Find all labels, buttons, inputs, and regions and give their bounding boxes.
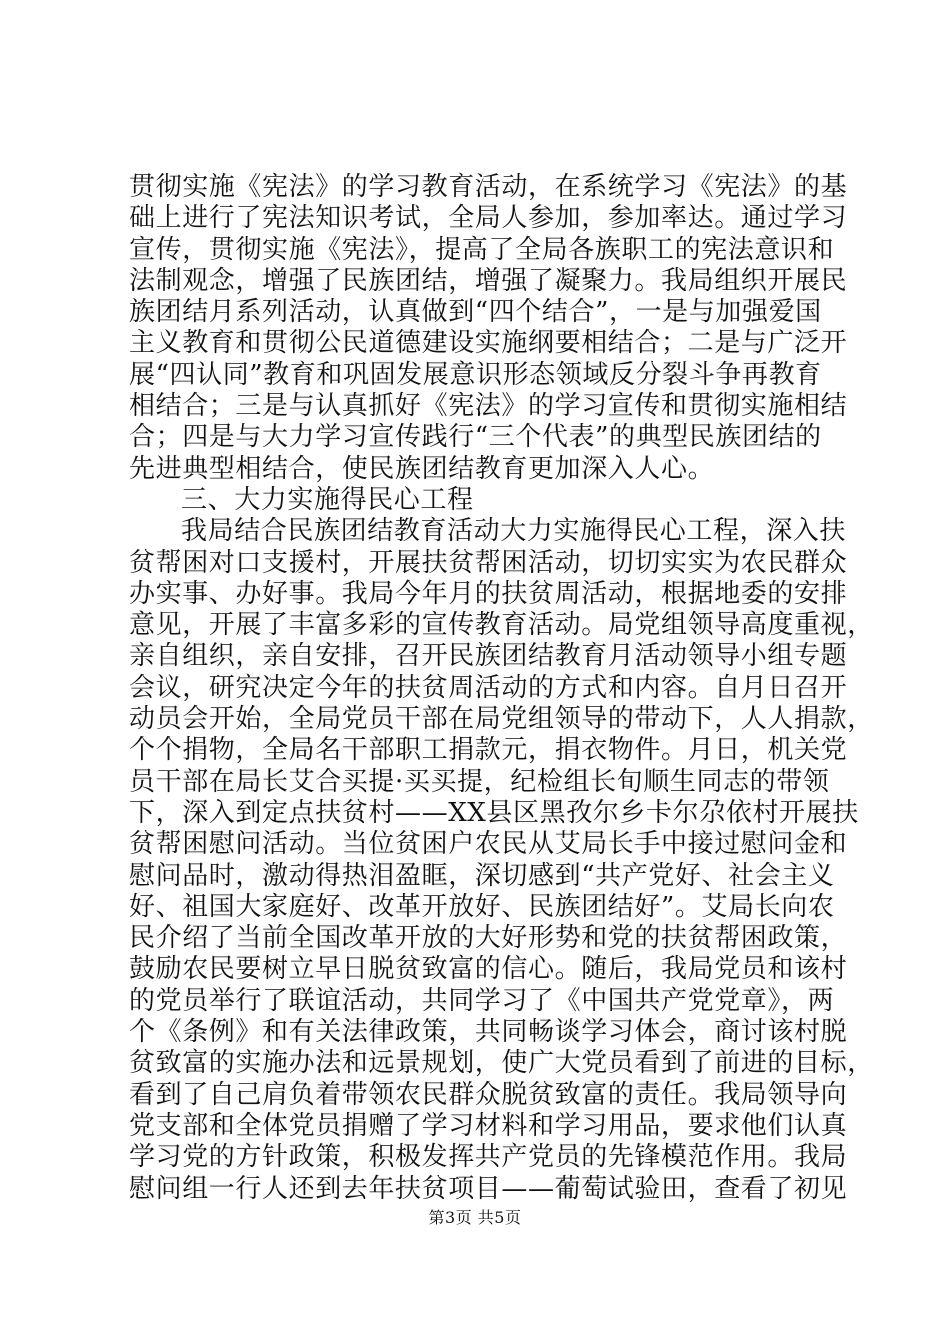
text-line: 展“四认同”教育和巩固发展意识形态领域反分裂斗争再教育: [129, 359, 822, 390]
text-line: 族团结月系列活动，认真做到“四个结合”，一是与加强爱国: [129, 297, 822, 328]
text-line: 合；四是与大力学习宣传践行“三个代表”的典型民族团结的: [129, 422, 822, 453]
text-line: 意见，开展了丰富多彩的宣传教育活动。局党组领导高度重视，: [129, 610, 874, 641]
section-heading: 三、大力实施得民心工程: [181, 484, 474, 515]
text-line: 办实事、办好事。我局今年月的扶贫周活动，根据地委的安排: [129, 578, 848, 609]
text-line: 民介绍了当前全国改革开放的大好形势和党的扶贫帮困政策，: [129, 923, 848, 954]
text-line: 动员会开始，全局党员干部在局党组领导的带动下，人人捐款，: [129, 704, 874, 735]
text-line: 个个捐物，全局名干部职工捐款元，捐衣物件。月日，机关党: [129, 735, 848, 766]
text-line: 会议，研究决定今年的扶贫周活动的方式和内容。自月日召开: [129, 672, 848, 703]
text-line: 贫帮困对口支援村，开展扶贫帮困活动，切切实实为农民群众: [129, 547, 848, 578]
text-line: 慰问品时，激动得热泪盈眶，深切感到“共产党好、社会主义: [129, 860, 835, 891]
page-number-footer: 第3页 共5页: [428, 1208, 522, 1227]
text-line: 我局结合民族团结教育活动大力实施得民心工程，深入扶: [181, 516, 847, 547]
text-line: 贫帮困慰问活动。当位贫困户农民从艾局长手中接过慰问金和: [129, 829, 848, 860]
text-line: 贯彻实施《宪法》的学习教育活动，在系统学习《宪法》的基: [129, 172, 848, 202]
text-line: 贫致富的实施办法和远景规划，使广大党员看到了前进的目标，: [129, 1048, 874, 1079]
text-line: 鼓励农民要树立早日脱贫致富的信心。随后，我局党员和该村: [129, 954, 848, 985]
text-line: 先进典型相结合，使民族团结教育更加深入人心。: [129, 453, 715, 484]
text-line: 慰问组一行人还到去年扶贫项目——葡萄试验田，查看了初见: [129, 1173, 848, 1204]
text-line: 亲自组织，亲自安排，召开民族团结教育月活动领导小组专题: [129, 641, 848, 672]
document-body: [129, 172, 874, 1205]
text-line: 看到了自己肩负着带领农民群众脱贫致富的责任。我局领导向: [129, 1079, 848, 1110]
text-line: 主义教育和贯彻公民道德建设实施纲要相结合；二是与广泛开: [129, 328, 848, 359]
text-line: 员干部在局长艾合买提·买买提，纪检组长旬顺生同志的带领: [129, 766, 830, 797]
text-line: 础上进行了宪法知识考试，全局人参加，参加率达。通过学习: [129, 203, 848, 234]
text-line: 好、祖国大家庭好、改革开放好、民族团结好”。艾局长向农: [129, 891, 835, 922]
text-line: 党支部和全体党员捐赠了学习材料和学习用品，要求他们认真: [129, 1110, 848, 1141]
text-line: 个《条例》和有关法律政策，共同畅谈学习体会，商讨该村脱: [129, 1017, 848, 1048]
text-line: 宣传，贯彻实施《宪法》，提高了全局各族职工的宪法意识和: [129, 234, 835, 265]
text-line: 相结合；三是与认真抓好《宪法》的学习宣传和贯彻实施相结: [129, 391, 848, 422]
text-line: 下，深入到定点扶贫村——XX县区黑孜尔乡卡尔尕依村开展扶: [129, 797, 859, 828]
text-line: 法制观念，增强了民族团结，增强了凝聚力。我局组织开展民: [129, 265, 848, 296]
text-line: 学习党的方针政策，积极发挥共产党员的先锋模范作用。我局: [129, 1142, 848, 1173]
text-line: 的党员举行了联谊活动，共同学习了《中国共产党党章》，两: [129, 985, 835, 1016]
